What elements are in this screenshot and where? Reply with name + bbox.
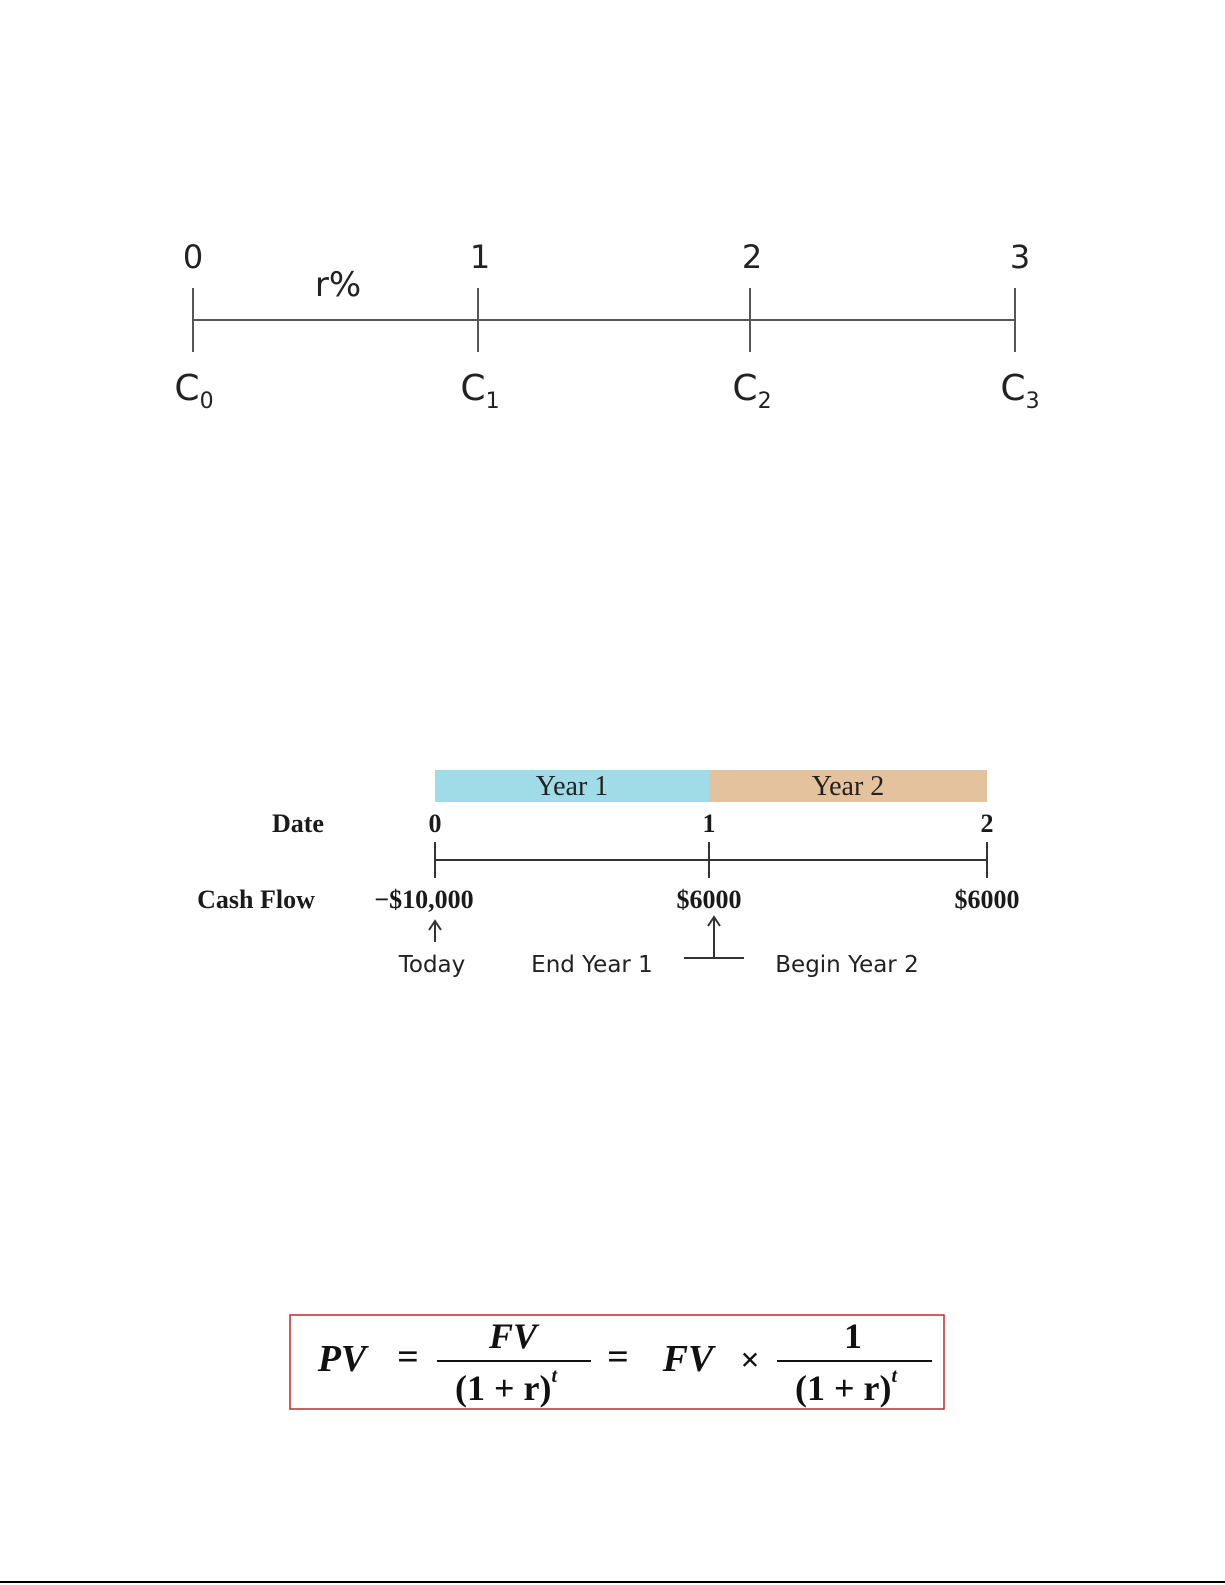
formula-times: × [740,1342,760,1379]
date-row-label: Date [272,809,324,838]
date-0: 0 [428,809,442,838]
begin-year-annotation: Begin Year 2 [775,952,919,978]
date-2: 2 [980,809,994,838]
formula-denominator-1: $(1 + r)^t$ [454,1365,558,1408]
today-arrow-icon [429,921,441,942]
period-label-0: 0 [182,238,204,276]
year-2-label: Year 2 [811,771,885,802]
formula-numerator: FV [488,1316,538,1356]
formula-fv: FV [662,1338,714,1380]
period-label-1: 1 [469,238,491,276]
date-1: 1 [702,809,716,838]
today-annotation: Today [398,952,466,978]
cashflow-label-1: $C_1$ [460,368,500,414]
formula-equals-2: = [607,1336,629,1378]
cashflow-label-2: $C_2$ [732,368,772,414]
cashflow-timeline-example [197,770,1019,978]
formula-one: 1 [844,1316,862,1356]
cash-flow-row-label: Cash Flow [197,885,315,914]
cashflow-timeline-generic [174,238,1039,414]
formula-denominator-2: $(1 + r)^t$ [794,1365,898,1408]
formula-pv: PV [317,1338,367,1380]
cashflow-label-0: $C_0$ [174,368,214,414]
year-1-label: Year 1 [535,771,609,802]
period-label-3: 3 [1009,238,1031,276]
cash-flow-1: $6000 [676,885,742,914]
year-boundary-arrow-icon [684,917,744,958]
cashflow-label-3: $C_3$ [1000,368,1040,414]
rate-label: r% [314,265,362,305]
cash-flow-0: −$10,000 [374,885,474,914]
formula-equals-1: = [397,1336,419,1378]
end-year-annotation: End Year 1 [531,952,653,978]
period-label-2: 2 [741,238,763,276]
present-value-formula [290,1315,944,1409]
cash-flow-2: $6000 [954,885,1020,914]
